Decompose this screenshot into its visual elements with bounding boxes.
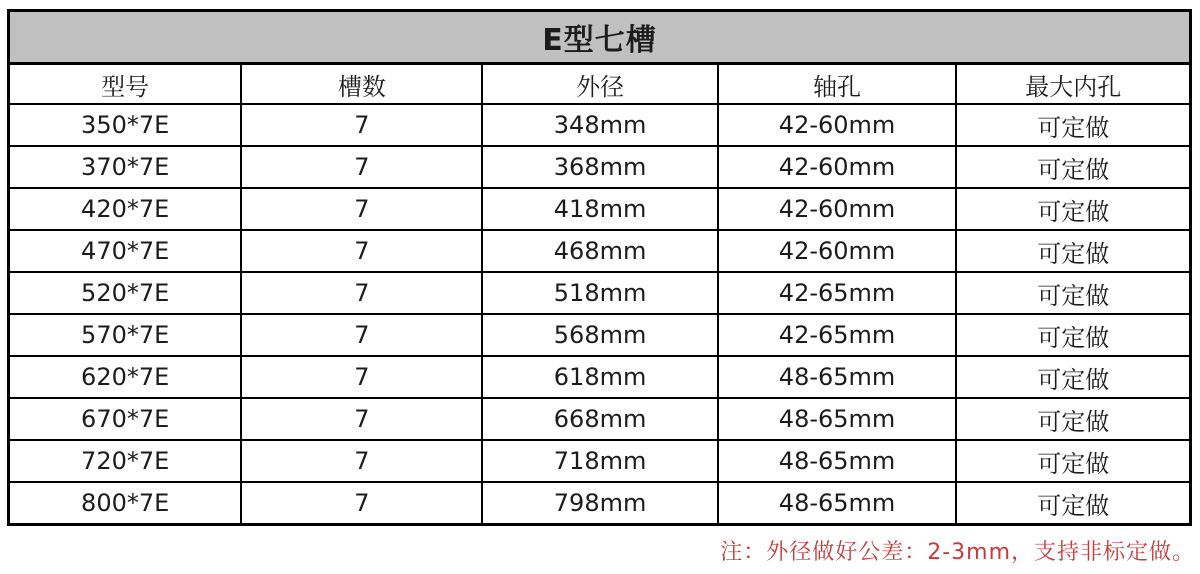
table-title-row [9,11,1191,64]
cell-slot-count: 7 [241,482,482,525]
cell-shaft-hole: 48-65mm [718,356,957,398]
cell-slot-count: 7 [241,272,482,314]
table-row [9,146,1191,188]
cell-slot-count: 7 [241,314,482,356]
cell-shaft-hole: 42-60mm [718,104,957,146]
cell-max-bore: 可定做 [956,104,1190,146]
cell-shaft-hole: 42-65mm [718,314,957,356]
cell-max-bore: 可定做 [956,398,1190,440]
cell-model: 470*7E [9,230,242,272]
cell-shaft-hole: 48-65mm [718,482,957,525]
cell-model: 720*7E [9,440,242,482]
cell-outer-diameter: 718mm [482,440,717,482]
table-row [9,104,1191,146]
cell-shaft-hole: 42-65mm [718,272,957,314]
table-row [9,272,1191,314]
table-row [9,356,1191,398]
cell-shaft-hole: 48-65mm [718,440,957,482]
header-outer-diameter: 外径 [482,64,717,105]
header-model: 型号 [9,64,242,105]
table-header-row [9,64,1191,105]
table-row [9,398,1191,440]
table-title: E型七槽 [9,11,1191,64]
cell-outer-diameter: 798mm [482,482,717,525]
cell-shaft-hole: 42-60mm [718,230,957,272]
cell-shaft-hole: 42-60mm [718,146,957,188]
cell-outer-diameter: 418mm [482,188,717,230]
cell-max-bore: 可定做 [956,230,1190,272]
cell-max-bore: 可定做 [956,482,1190,525]
cell-outer-diameter: 668mm [482,398,717,440]
cell-model: 350*7E [9,104,242,146]
cell-model: 370*7E [9,146,242,188]
table-row [9,230,1191,272]
cell-slot-count: 7 [241,230,482,272]
cell-max-bore: 可定做 [956,188,1190,230]
cell-slot-count: 7 [241,398,482,440]
cell-max-bore: 可定做 [956,356,1190,398]
cell-outer-diameter: 468mm [482,230,717,272]
cell-max-bore: 可定做 [956,314,1190,356]
cell-model: 620*7E [9,356,242,398]
cell-max-bore: 可定做 [956,440,1190,482]
cell-outer-diameter: 368mm [482,146,717,188]
cell-slot-count: 7 [241,104,482,146]
table-row [9,482,1191,525]
cell-model: 670*7E [9,398,242,440]
cell-slot-count: 7 [241,440,482,482]
header-shaft-hole: 轴孔 [718,64,957,105]
cell-slot-count: 7 [241,146,482,188]
cell-outer-diameter: 618mm [482,356,717,398]
header-max-bore: 最大内孔 [956,64,1190,105]
cell-model: 420*7E [9,188,242,230]
cell-slot-count: 7 [241,188,482,230]
table-row [9,440,1191,482]
cell-slot-count: 7 [241,356,482,398]
cell-outer-diameter: 518mm [482,272,717,314]
cell-max-bore: 可定做 [956,146,1190,188]
table-row [9,314,1191,356]
table-row [9,188,1191,230]
cell-outer-diameter: 568mm [482,314,717,356]
cell-model: 570*7E [9,314,242,356]
spec-table [7,9,1192,526]
cell-shaft-hole: 48-65mm [718,398,957,440]
cell-max-bore: 可定做 [956,272,1190,314]
cell-shaft-hole: 42-60mm [718,188,957,230]
tolerance-note: 注：外径做好公差：2-3mm，支持非标定做。 [720,540,1195,565]
cell-model: 520*7E [9,272,242,314]
header-slot-count: 槽数 [241,64,482,105]
cell-model: 800*7E [9,482,242,525]
cell-outer-diameter: 348mm [482,104,717,146]
